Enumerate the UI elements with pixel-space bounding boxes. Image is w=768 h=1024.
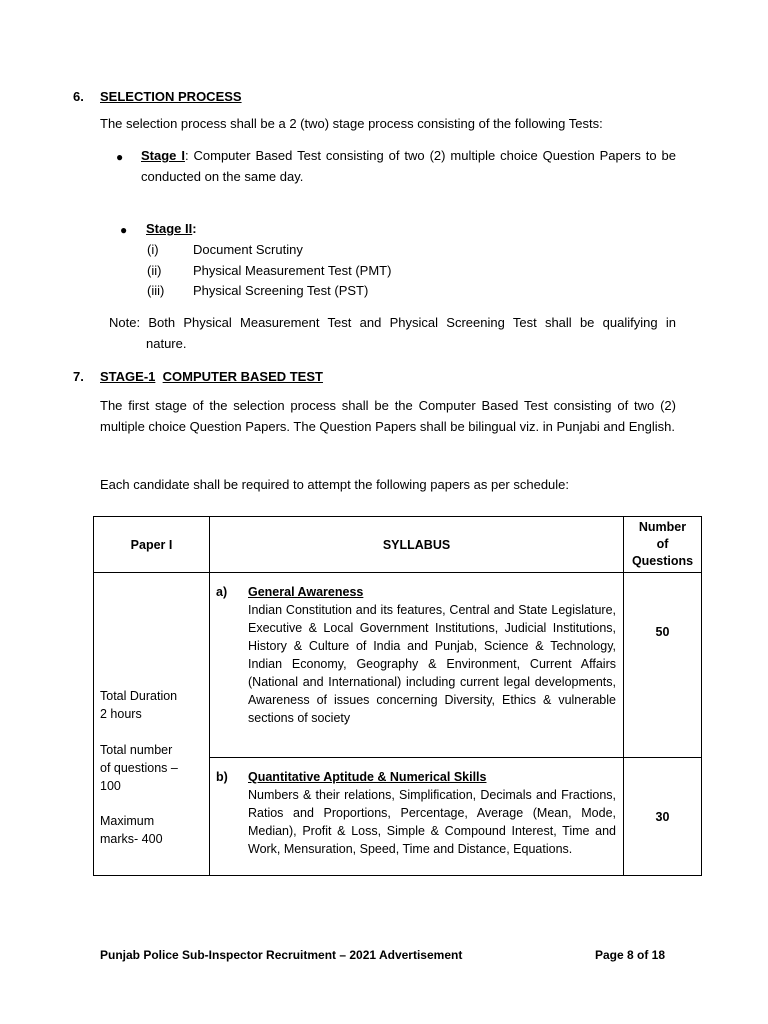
section-7-number: 7. (73, 369, 84, 384)
syllabus-topics: Indian Constitution and its features, Central and State Legislature, Executive & Local Government Institutions, Judicial Institutions, History & Culture of India and Punjab, Science & Technology, Indian Economy, Geography & Environment, Current Affairs (National and International) including current legal developments, Awareness of issues concerning Diversity, Ethics & vulnerable sections of society (248, 603, 616, 725)
section-7-title-part1: STAGE-1 (100, 369, 156, 384)
syllabus-cell-b (210, 758, 624, 876)
total-duration-label: Total Duration (100, 688, 178, 703)
total-questions-label-2: of questions – (100, 760, 178, 775)
stage-2-item-text: Physical Screening Test (PST) (193, 283, 369, 298)
syllabus-cell-a (210, 573, 624, 758)
stage-1-label: Stage I (141, 148, 185, 163)
syllabus-table (93, 516, 702, 876)
questions-count: 50 (624, 573, 702, 758)
footer-title: Punjab Police Sub-Inspector Recruitment – 2021 Advertisement (100, 948, 463, 962)
syllabus-content (248, 768, 616, 858)
stage-1-item (141, 146, 676, 187)
stage-2-colon: : (192, 221, 197, 236)
section-6-number: 6. (73, 89, 84, 104)
header-num-line3: Questions (631, 554, 694, 568)
maximum-marks-value: marks- 400 (100, 831, 163, 846)
stage-2-item (146, 219, 197, 240)
bullet-icon: ● (120, 223, 128, 237)
paper-info-cell (94, 573, 210, 876)
header-syllabus: SYLLABUS (210, 517, 624, 573)
header-number-of-questions (624, 517, 702, 573)
questions-count: 30 (624, 758, 702, 876)
syllabus-heading: Quantitative Aptitude & Numerical Skills (248, 770, 487, 784)
stage-1-text: : Computer Based Test consisting of two (2) multiple choice Question Papers to be conducted on the same day. (141, 148, 676, 184)
header-paper: Paper I (94, 517, 210, 573)
bullet-icon: ● (116, 150, 124, 164)
note-line-2: nature. (146, 336, 187, 351)
stage-2-item-text: Physical Measurement Test (PMT) (193, 263, 392, 278)
note-line-1: Note: Both Physical Measurement Test and Physical Screening Test shall be qualifying in (109, 315, 676, 330)
syllabus-heading: General Awareness (248, 585, 364, 599)
stage-2-label: Stage II (146, 221, 193, 236)
total-questions-value: 100 (100, 778, 121, 793)
total-questions-label: Total number (100, 742, 173, 757)
syllabus-content (248, 583, 616, 727)
page-number: Page 8 of 18 (595, 948, 666, 962)
section-7-paragraph-1: The first stage of the selection process shall be the Computer Based Test consisting of two (2) multiple choice Question Papers. The Question Papers shall be bilingual viz. in Punjabi and English. (100, 398, 676, 434)
stage-2-item-text: Document Scrutiny (193, 242, 303, 257)
section-7-title-part2: COMPUTER BASED TEST (162, 369, 323, 384)
section-6-title: SELECTION PROCESS (100, 89, 242, 104)
section-7-title (100, 367, 323, 388)
stage-2-item-number: (iii) (147, 283, 165, 298)
stage-2-item-number: (ii) (147, 263, 162, 278)
header-num-line2: of (656, 537, 669, 551)
section-6-intro: The selection process shall be a 2 (two) stage process consisting of the following Tests: (100, 116, 603, 131)
total-duration-value: 2 hours (100, 706, 142, 721)
syllabus-letter: a) (216, 585, 228, 599)
table-header-row (94, 517, 702, 573)
syllabus-letter: b) (216, 770, 228, 784)
header-num-line1: Number (638, 520, 687, 534)
section-7-paragraph-2: Each candidate shall be required to attempt the following papers as per schedule: (100, 477, 570, 492)
table-row (94, 573, 702, 758)
syllabus-topics: Numbers & their relations, Simplification, Decimals and Fractions, Ratios and Proportions, Percentage, Average (Mean, Mode, Median), Profit & Loss, Simple & Compound Interest, Time and Work, Mensuration, Speed, Time and Distance, Equations. (248, 788, 616, 856)
maximum-marks-label: Maximum (100, 813, 155, 828)
stage-2-item-number: (i) (147, 242, 159, 257)
